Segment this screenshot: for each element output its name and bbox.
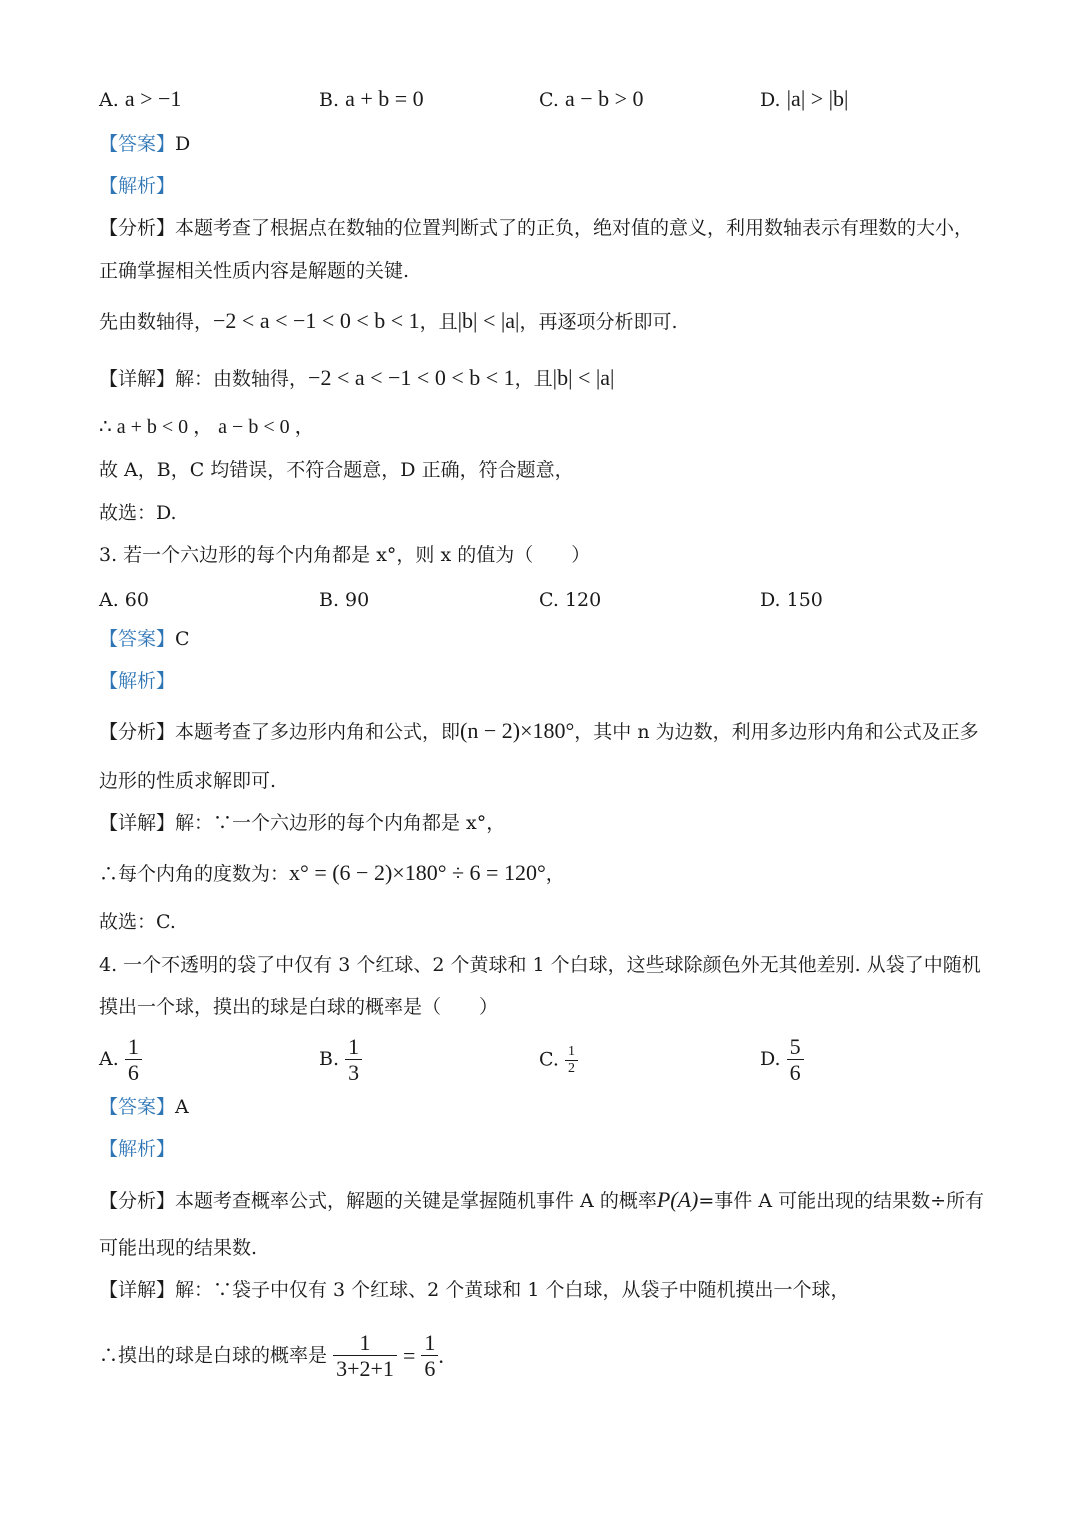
option-text: |a| > |b| [786,86,849,111]
option-text: a > −1 [124,86,182,111]
fenxi-math: (n − 2)×180° [460,718,575,743]
q2-detail [99,367,614,389]
q4-jiexi [99,1140,175,1159]
numerator: 1 [567,1044,575,1059]
option-label: C. [539,1048,559,1071]
q4-option-d [760,1034,804,1086]
option-text: a − b > 0 [564,86,644,111]
answer-tag: 【答案】 [99,1096,176,1118]
answer-value: D [175,133,191,155]
denominator: 6 [125,1059,142,1085]
q3-detail2 [99,862,565,884]
option-label: A. [99,89,119,111]
detail-mid: ，且 [514,368,553,390]
q4-detail1 [99,1281,849,1300]
fenxi-tag: 【分析】 [99,721,176,743]
option-fraction [787,1034,804,1086]
denominator: 6 [787,1059,804,1085]
hint-suffix: ，再逐项分析即可. [519,311,678,333]
q4-question-line2: 摸出一个球，摸出的球是白球的概率是（ ） [99,996,499,1018]
fenxi-text2: =事件 A 可能出现的结果数÷所有 [698,1190,985,1212]
option-text: a + b = 0 [345,86,424,111]
denominator: 3 [345,1059,362,1085]
numerator: 1 [127,1034,139,1059]
detail1-text: 解：∵袋子中仅有 3 个红球、2 个黄球和 1 个白球，从袋子中随机摸出一个球， [175,1279,850,1301]
q4-detail2 [99,1330,444,1382]
q3-answer [99,630,190,649]
q4-fenxi-line2: 可能出现的结果数. [99,1237,258,1259]
option-label: B. [319,1047,340,1070]
q4-option-a [99,1034,142,1086]
q3-choose: 故选：C. [99,911,176,933]
q2-fenxi-line1 [99,219,973,238]
q3-option-d: D. 150 [760,589,823,611]
q2-answer [99,135,190,154]
option-fraction [565,1044,578,1077]
xiangjie-tag: 【详解】 [99,812,176,834]
hint-math2: |b| < |a| [457,308,520,333]
detail-math2: |b| < |a| [552,365,615,390]
fenxi-text2: ，其中 n 为边数，利用多边形内角和公式及正多 [574,721,979,743]
fenxi-text1: 本题考查了多边形内角和公式，即 [175,721,461,743]
option-fraction [125,1034,142,1086]
q4-option-c [539,1044,578,1077]
jiexi-tag: 【解析】 [99,670,176,692]
q3-option-a: A. 60 [99,589,149,611]
q2-choose: 故选：D. [99,502,177,524]
hint-math: −2 < a < −1 < 0 < b < 1 [213,308,420,333]
numerator: 1 [359,1330,371,1355]
fenxi-tag: 【分析】 [99,217,176,239]
denominator: 6 [421,1355,438,1381]
q2-therefore: ∴ a + b < 0 ， a − b < 0 ， [99,416,315,438]
option-label: D. [760,1047,781,1070]
option-label: D. [760,89,781,111]
detail2-prefix: ∴每个内角的度数为： [99,863,290,885]
answer-value: C [175,628,190,650]
q3-option-b: B. 90 [319,589,370,611]
detail1-text: 解：∵一个六边形的每个内角都是 x°， [175,812,506,834]
option-label: A. [99,1047,119,1070]
q2-fenxi-line2: 正确掌握相关性质内容是解题的关键. [99,260,410,282]
detail2-prefix: ∴摸出的球是白球的概率是 [99,1344,328,1367]
option-label: C. [539,89,559,111]
q3-jiexi [99,672,175,691]
q3-fenxi-line1 [99,720,979,742]
q2-hint [99,310,678,332]
xiangjie-tag: 【详解】 [99,368,176,390]
q2-option-c [539,86,644,112]
q4-option-b [319,1034,362,1086]
q2-conclusion: 故 A，B，C 均错误，不符合题意，D 正确，符合题意， [99,459,574,481]
option-label: B. [319,89,340,111]
detail-math: −2 < a < −1 < 0 < b < 1 [308,365,515,390]
detail2-suffix: ， [545,863,565,885]
period: . [438,1342,444,1368]
hint-mid: ，且 [419,311,458,333]
detail2-math: x° = (6 − 2)×180° ÷ 6 = 120° [289,860,546,885]
answer-value: A [175,1096,189,1118]
equals-sign: = [402,1342,416,1368]
fenxi-tag: 【分析】 [99,1190,176,1212]
option-fraction [345,1034,362,1086]
numerator: 5 [789,1034,801,1059]
q2-jiexi [99,177,175,196]
detail-prefix: 解：由数轴得， [175,368,309,390]
q3-option-c: C. 120 [539,589,602,611]
xiangjie-tag: 【详解】 [99,1279,176,1301]
fenxi-text1: 本题考查概率公式，解题的关键是掌握随机事件 A 的概率 [175,1190,657,1212]
q3-question: 3. 若一个六边形的每个内角都是 x°，则 x 的值为（ ） [99,544,591,566]
numerator: 1 [424,1330,436,1355]
jiexi-tag: 【解析】 [99,175,176,197]
q3-detail1 [99,814,505,833]
q3-fenxi-line2: 边形的性质求解即可. [99,770,277,792]
answer-tag: 【答案】 [99,628,176,650]
q4-fenxi-line1 [99,1189,984,1211]
q2-option-b [319,86,424,112]
q4-answer [99,1098,189,1117]
jiexi-tag: 【解析】 [99,1138,176,1160]
q4-question-line1: 4. 一个不透明的袋了中仅有 3 个红球、2 个黄球和 1 个白球，这些球除颜色外无其他差别. 从袋了中随机 [99,954,981,976]
q2-option-d [760,86,848,112]
denominator: 3+2+1 [333,1355,397,1381]
hint-prefix: 先由数轴得， [99,311,214,333]
fenxi-math: P(A) [656,1187,699,1212]
fenxi-text: 本题考查了根据点在数轴的位置判断式了的正负，绝对值的意义，利用数轴表示有理数的大小， [175,217,974,239]
probability-fraction [333,1330,397,1382]
result-fraction [421,1330,438,1382]
answer-tag: 【答案】 [99,133,176,155]
numerator: 1 [348,1034,360,1059]
q2-option-a [99,86,181,112]
denominator: 2 [565,1060,578,1077]
